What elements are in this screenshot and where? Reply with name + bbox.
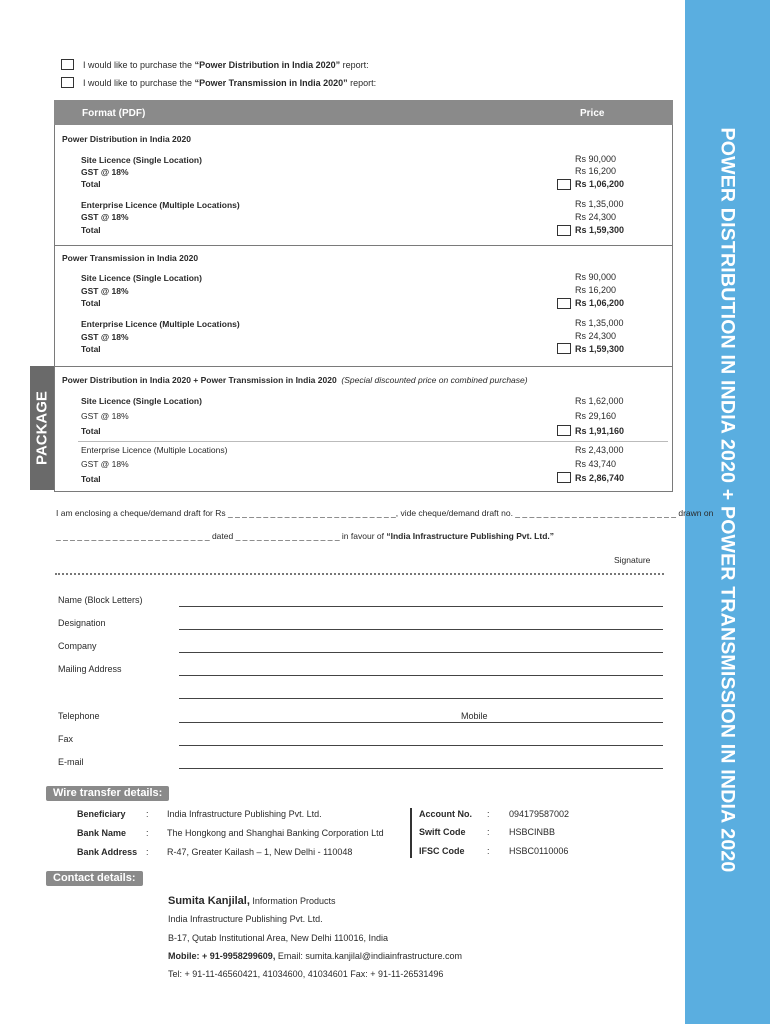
contact-address: B-17, Qutab Institutional Area, New Delhi 110016, India: [168, 933, 388, 943]
bank-name-label: Bank Name: [77, 828, 127, 838]
wire-divider: [410, 808, 412, 858]
price-column-header: Price: [580, 108, 605, 119]
licence-name: Enterprise Licence (Multiple Locations): [81, 200, 240, 210]
gst-label: GST @ 18%: [81, 167, 129, 177]
gst-label: GST @ 18%: [81, 459, 129, 469]
total-amount: Rs 1,91,160: [575, 426, 625, 436]
gst-label: GST @ 18%: [81, 332, 129, 342]
contact-name-line: Sumita Kanjilal, Information Products: [168, 895, 336, 907]
licence-price: Rs 90,000: [575, 154, 617, 164]
bank-address-label: Bank Address: [77, 847, 138, 857]
format-column-header: Format (PDF): [82, 108, 146, 119]
total-amount: Rs 1,59,300: [575, 344, 625, 354]
side-banner-title: POWER DISTRIBUTION IN INDIA 2020 + POWER TRANSMISSION IN INDIA 2020: [716, 127, 739, 873]
wire-transfer-heading: Wire transfer details:: [46, 786, 169, 801]
total-label: Total: [81, 426, 101, 436]
telephone-label: Telephone: [58, 711, 100, 721]
address-field-line2[interactable]: [179, 698, 663, 699]
account-label: Account No.: [419, 809, 472, 819]
select-checkbox[interactable]: [557, 298, 571, 309]
name-field[interactable]: [179, 606, 663, 607]
licence-price: Rs 1,62,000: [575, 396, 624, 406]
designation-field[interactable]: [179, 629, 663, 630]
colon: :: [146, 847, 149, 857]
colon: :: [146, 828, 149, 838]
licence-name: Enterprise Licence (Multiple Locations): [81, 445, 228, 455]
licence-name: Site Licence (Single Location): [81, 273, 202, 283]
purchase-transmission-label: I would like to purchase the “Power Transmission in India 2020” report:: [83, 78, 377, 88]
telephone-field[interactable]: [179, 722, 663, 723]
bank-address-value: R-47, Greater Kailash – 1, New Delhi - 110048: [167, 847, 353, 857]
gst-amount: Rs 24,300: [575, 331, 617, 341]
licence-price: Rs 2,43,000: [575, 445, 624, 455]
select-checkbox[interactable]: [557, 179, 571, 190]
gst-amount: Rs 16,200: [575, 285, 617, 295]
bank-name-value: The Hongkong and Shanghai Banking Corporation Ltd: [167, 828, 384, 838]
select-checkbox[interactable]: [557, 343, 571, 354]
total-label: Total: [81, 225, 101, 235]
section-title: Power Transmission in India 2020: [62, 253, 199, 263]
section-title: Power Distribution in India 2020 + Power Transmission in India 2020 (Special discounted price on combined purchase): [62, 375, 528, 385]
cheque-line-2: _ _ _ _ _ _ _ _ _ _ _ _ _ _ _ _ _ _ _ _ _ _ dated _ _ _ _ _ _ _ _ _ _ _ _ _ _ _ in favour of “India Infrastructure Publishing Pvt. Ltd.”: [56, 531, 554, 541]
email-label: E-mail: [58, 757, 84, 767]
fax-field[interactable]: [179, 745, 663, 746]
cheque-line: I am enclosing a cheque/demand draft for Rs _ _ _ _ _ _ _ _ _ _ _ _ _ _ _ _ _ _ _ _ _ _ _ _, vide cheque/demand draft no. _ _ _ _ _ _ _ _ _ _ _ _ _ _ _ _ _ _ _ _ _ _ _ drawn on: [56, 508, 714, 518]
gst-label: GST @ 18%: [81, 212, 129, 222]
licence-price: Rs 1,35,000: [575, 318, 624, 328]
company-field[interactable]: [179, 652, 663, 653]
total-label: Total: [81, 474, 101, 484]
section-title: Power Distribution in India 2020: [62, 134, 191, 144]
contact-company: India Infrastructure Publishing Pvt. Ltd.: [168, 914, 323, 924]
fax-label: Fax: [58, 734, 74, 744]
gst-amount: Rs 16,200: [575, 166, 617, 176]
total-label: Total: [81, 344, 101, 354]
gst-amount: Rs 29,160: [575, 411, 617, 421]
gst-label: GST @ 18%: [81, 411, 129, 421]
licence-price: Rs 90,000: [575, 272, 617, 282]
total-label: Total: [81, 298, 101, 308]
gst-amount: Rs 24,300: [575, 212, 617, 222]
account-value: 094179587002: [509, 809, 570, 819]
gst-label: GST @ 18%: [81, 286, 129, 296]
gst-amount: Rs 43,740: [575, 459, 617, 469]
licence-name: Enterprise Licence (Multiple Locations): [81, 319, 240, 329]
swift-value: HSBCINBB: [509, 827, 556, 837]
address-label: Mailing Address: [58, 664, 122, 674]
select-checkbox[interactable]: [557, 225, 571, 236]
contact-phones: Tel: + 91-11-46560421, 41034600, 41034601 Fax: + 91-11-26531496: [168, 969, 444, 979]
total-amount: Rs 1,59,300: [575, 225, 625, 235]
designation-label: Designation: [58, 618, 106, 628]
colon: :: [487, 827, 490, 837]
purchase-transmission-checkbox[interactable]: [61, 77, 74, 88]
package-label: PACKAGE: [33, 391, 51, 465]
colon: :: [146, 809, 149, 819]
row-divider: [78, 441, 668, 442]
name-label: Name (Block Letters): [58, 595, 143, 605]
mobile-label: Mobile: [461, 711, 488, 721]
licence-name: Site Licence (Single Location): [81, 396, 202, 406]
signature-label: Signature: [614, 555, 651, 565]
contact-mobile-email: Mobile: + 91-9958299609, Email: sumita.kanjilal@indiainfrastructure.com: [168, 951, 463, 961]
select-checkbox[interactable]: [557, 425, 571, 436]
swift-label: Swift Code: [419, 827, 466, 837]
company-label: Company: [58, 641, 97, 651]
colon: :: [487, 809, 490, 819]
beneficiary-value: India Infrastructure Publishing Pvt. Ltd.: [167, 809, 322, 819]
beneficiary-label: Beneficiary: [77, 809, 126, 819]
contact-heading: Contact details:: [46, 871, 143, 886]
colon: :: [487, 846, 490, 856]
email-field[interactable]: [179, 768, 663, 769]
total-label: Total: [81, 179, 101, 189]
select-checkbox[interactable]: [557, 472, 571, 483]
total-amount: Rs 1,06,200: [575, 298, 625, 308]
total-amount: Rs 1,06,200: [575, 179, 625, 189]
address-field[interactable]: [179, 675, 663, 676]
purchase-distribution-checkbox[interactable]: [61, 59, 74, 70]
purchase-distribution-label: I would like to purchase the “Power Distribution in India 2020” report:: [83, 60, 369, 70]
licence-price: Rs 1,35,000: [575, 199, 624, 209]
ifsc-label: IFSC Code: [419, 846, 465, 856]
ifsc-value: HSBC0110006: [509, 846, 569, 856]
licence-name: Site Licence (Single Location): [81, 155, 202, 165]
dotted-divider: [55, 573, 664, 575]
total-amount: Rs 2,86,740: [575, 473, 625, 483]
